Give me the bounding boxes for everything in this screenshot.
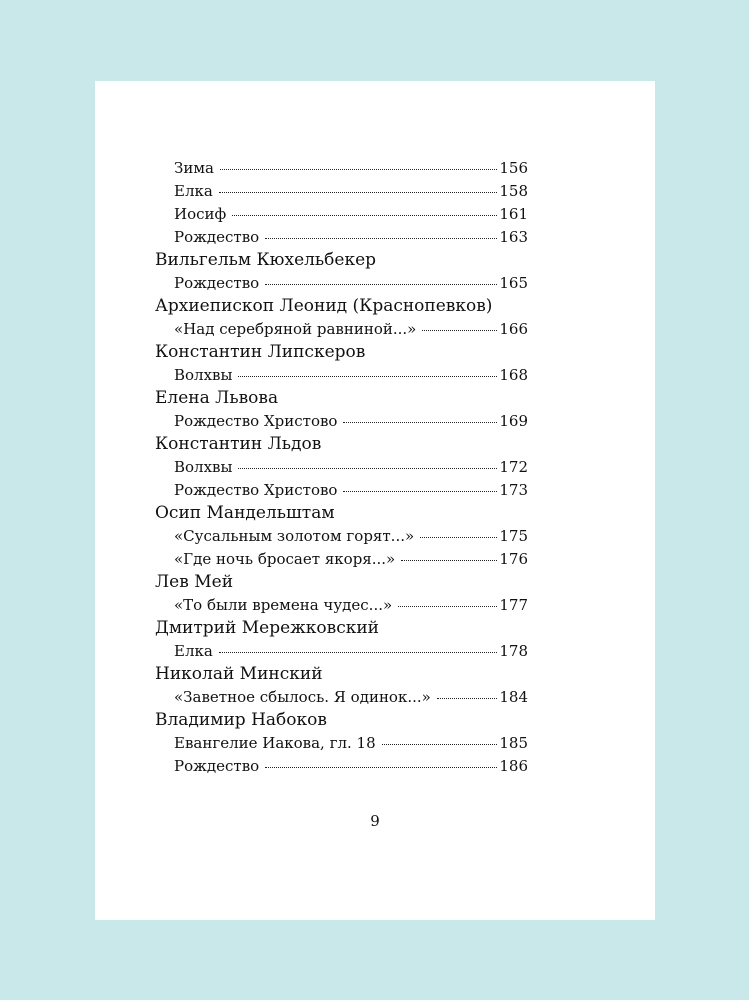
- toc-entry-title: «Над серебряной равниной...»: [174, 320, 417, 338]
- toc-entry: [155, 755, 528, 778]
- toc-entry-page: 178: [499, 642, 528, 660]
- toc-entry-title: Рождество Христово: [174, 412, 338, 430]
- toc-entry-page: 186: [499, 757, 528, 775]
- toc-entry-page: 156: [499, 159, 528, 177]
- toc-entry-page: 173: [499, 481, 528, 499]
- toc-entry-page: 158: [499, 182, 528, 200]
- toc-entry-title: Зима: [174, 159, 214, 177]
- toc-entry-page: 177: [499, 596, 528, 614]
- toc-entry-page: 169: [499, 412, 528, 430]
- toc-entry: [155, 272, 528, 295]
- toc-entry-title: Рождество: [174, 274, 260, 292]
- toc-entry: [155, 640, 528, 663]
- toc-entry-page: 168: [499, 366, 528, 384]
- dot-leader: [265, 767, 497, 768]
- toc-entry: [155, 456, 528, 479]
- toc-entry-title: Рождество Христово: [174, 481, 338, 499]
- toc-entry-title: Волхвы: [174, 458, 233, 476]
- book-page: [95, 81, 655, 920]
- toc-entry-title: Иосиф: [174, 205, 227, 223]
- toc-entry-title: «Где ночь бросает якоря...»: [174, 550, 396, 568]
- toc-entry: [155, 732, 528, 755]
- toc-entry-title: «Сусальным золотом горят...»: [174, 527, 415, 545]
- table-of-contents: [155, 157, 528, 778]
- toc-author: Владимир Набоков: [155, 710, 327, 730]
- toc-author: Вильгельм Кюхельбекер: [155, 250, 377, 270]
- toc-entry: [155, 318, 528, 341]
- toc-entry-page: 185: [499, 734, 528, 752]
- toc-author: Константин Липскеров: [155, 342, 366, 362]
- page-number: 9: [370, 812, 380, 830]
- toc-author: Елена Львова: [155, 388, 279, 408]
- toc-entry-page: 176: [499, 550, 528, 568]
- toc-entry-title: Евангелие Иакова, гл. 18: [174, 734, 376, 752]
- dot-leader: [220, 169, 497, 170]
- toc-entry-page: 184: [499, 688, 528, 706]
- toc-entry-page: 172: [499, 458, 528, 476]
- toc-entry-title: «Заветное сбылось. Я одинок...»: [174, 688, 431, 706]
- toc-entry: [155, 180, 528, 203]
- toc-author: Осип Мандельштам: [155, 503, 335, 523]
- dot-leader: [343, 491, 497, 492]
- toc-entry-page: 165: [499, 274, 528, 292]
- dot-leader: [382, 744, 498, 745]
- toc-author: Архиепископ Леонид (Краснопевков): [155, 296, 493, 316]
- dot-leader: [401, 560, 497, 561]
- dot-leader: [398, 606, 497, 607]
- toc-entry: [155, 364, 528, 387]
- toc-entry-page: 161: [499, 205, 528, 223]
- toc-entry: [155, 525, 528, 548]
- toc-entry-title: Рождество: [174, 228, 260, 246]
- toc-entry-page: 166: [499, 320, 528, 338]
- toc-entry: [155, 410, 528, 433]
- toc-entry: [155, 594, 528, 617]
- toc-entry-title: Рождество: [174, 757, 260, 775]
- toc-entry: [155, 226, 528, 249]
- toc-entry: [155, 203, 528, 226]
- dot-leader: [238, 376, 497, 377]
- dot-leader: [265, 238, 497, 239]
- dot-leader: [232, 215, 497, 216]
- toc-entry: [155, 479, 528, 502]
- toc-author: Николай Минский: [155, 664, 323, 684]
- dot-leader: [437, 698, 498, 699]
- toc-entry-page: 175: [499, 527, 528, 545]
- dot-leader: [219, 652, 498, 653]
- toc-entry-title: Елка: [174, 182, 213, 200]
- dot-leader: [422, 330, 497, 331]
- toc-entry-title: Елка: [174, 642, 213, 660]
- toc-entry: [155, 686, 528, 709]
- dot-leader: [343, 422, 497, 423]
- toc-author: Лев Мей: [155, 572, 234, 592]
- toc-entry: [155, 157, 528, 180]
- dot-leader: [219, 192, 498, 193]
- toc-entry-page: 163: [499, 228, 528, 246]
- toc-entry-title: «То были времена чудес...»: [174, 596, 393, 614]
- toc-entry-title: Волхвы: [174, 366, 233, 384]
- toc-entry: [155, 548, 528, 571]
- dot-leader: [420, 537, 497, 538]
- dot-leader: [238, 468, 497, 469]
- toc-author: Дмитрий Мережковский: [155, 618, 380, 638]
- toc-author: Константин Льдов: [155, 434, 322, 454]
- dot-leader: [265, 284, 497, 285]
